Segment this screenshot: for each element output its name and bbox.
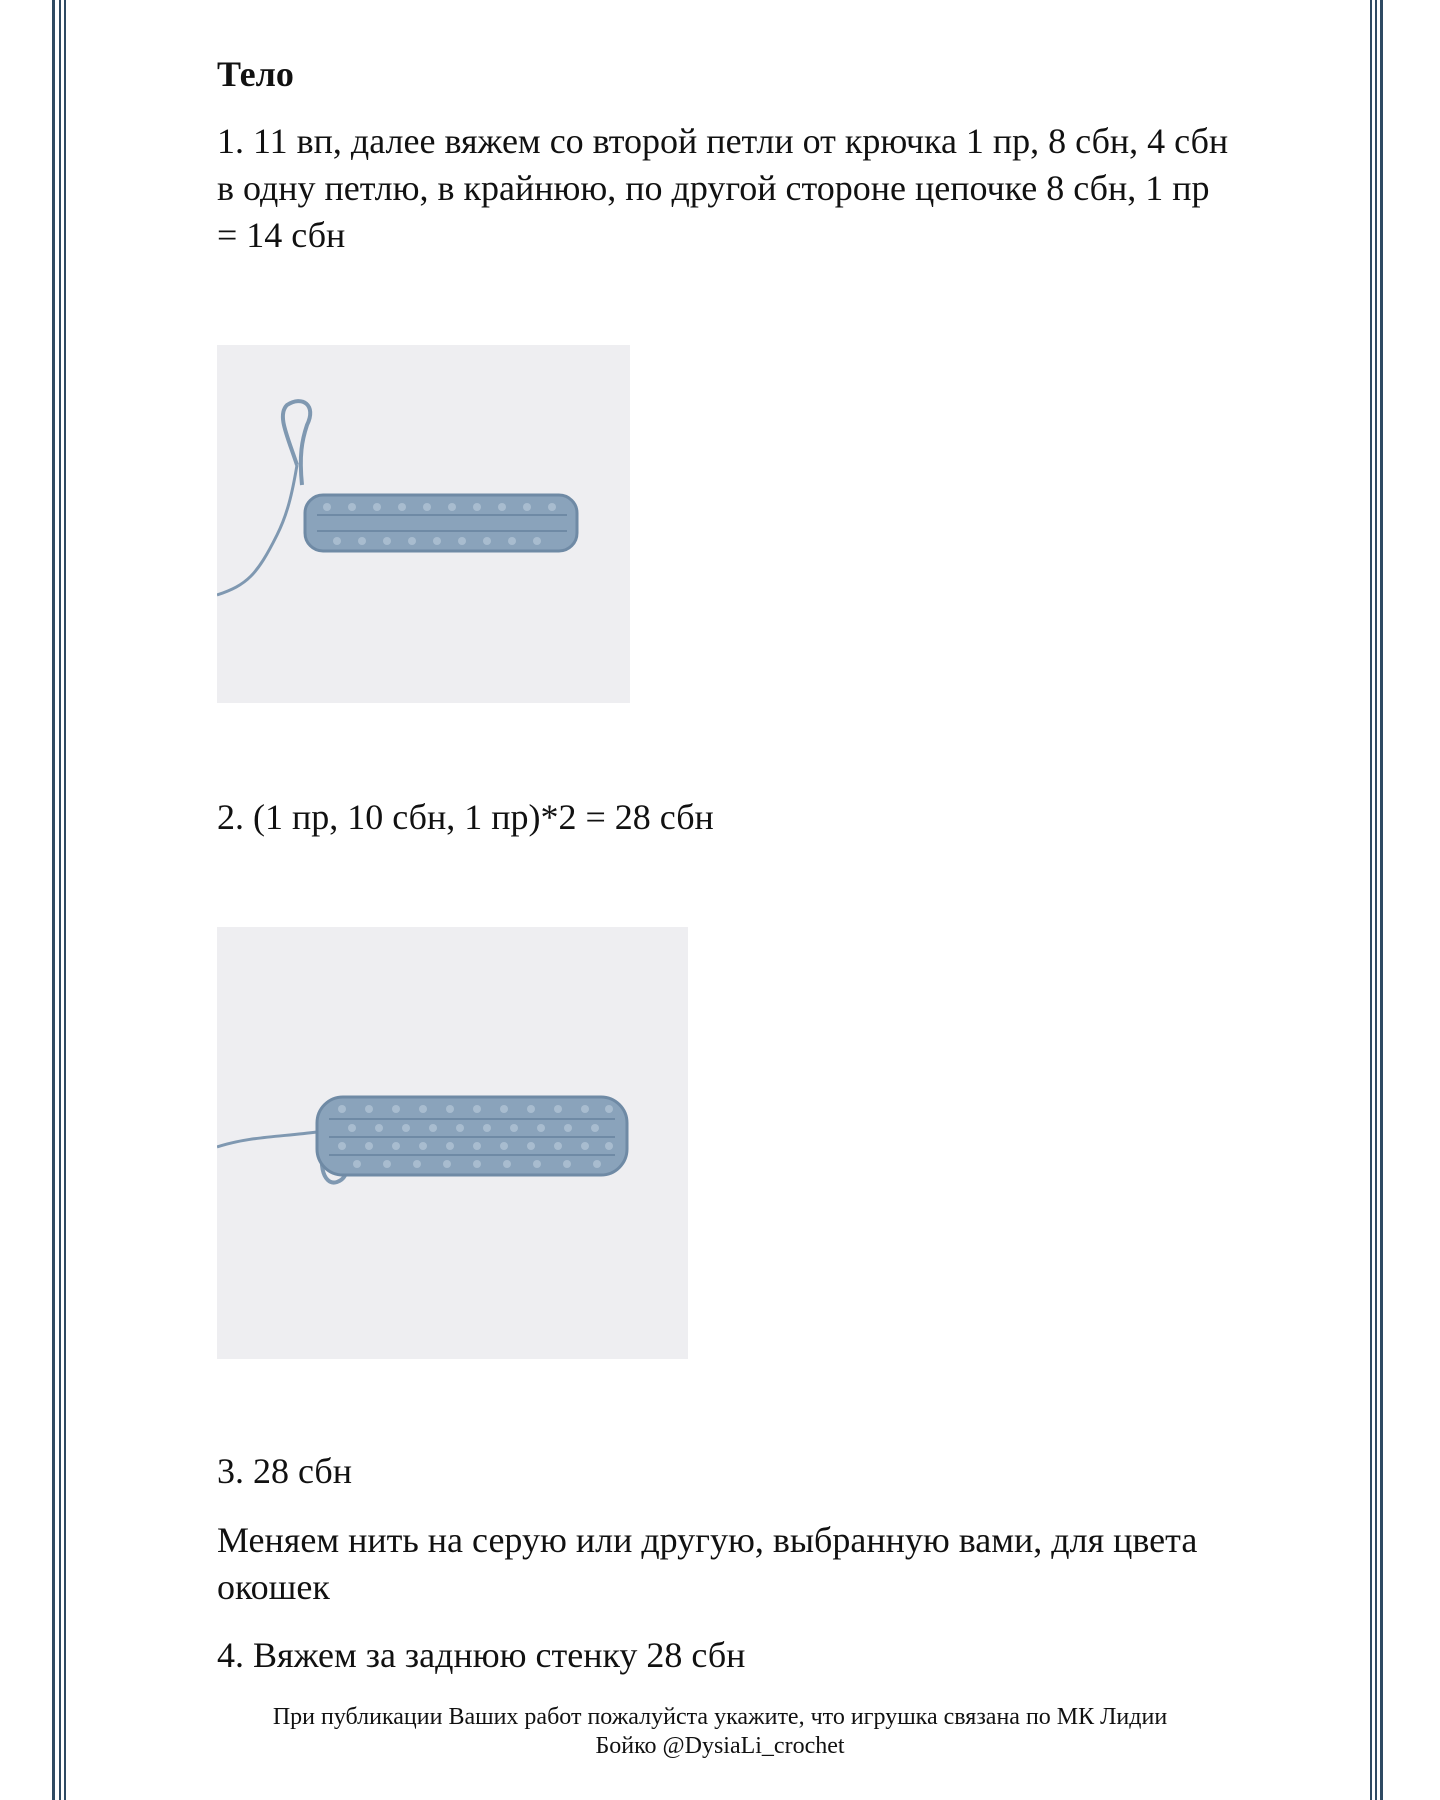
- step-2-text: 2. (1 пр, 10 сбн, 1 пр)*2 = 28 сбн: [217, 797, 714, 837]
- decorative-border-right: [1370, 0, 1386, 1800]
- decorative-border-left: [52, 0, 68, 1800]
- step-2-photo: [217, 927, 688, 1359]
- step-1-photo: [217, 345, 630, 703]
- section-title: Тело: [217, 54, 294, 94]
- step-4-text: 4. Вяжем за заднюю стенку 28 сбн: [217, 1635, 746, 1675]
- footer-line-1: При публикации Ваших работ пожалуйста укажите, что игрушка связана по МК Лидии: [272, 1704, 1168, 1730]
- color-change-note: Меняем нить на серую или другую, выбранную вами, для цвета окошек: [217, 1520, 1198, 1607]
- footer-credit: [150, 1703, 1290, 1761]
- footer-line-2: Бойко @DysiaLi_crochet: [595, 1733, 845, 1759]
- step-3-text: 3. 28 сбн: [217, 1451, 352, 1491]
- step-1-text: 1. 11 вп, далее вяжем со второй петли от крючка 1 пр, 8 сбн, 4 сбн в одну петлю, в крайнюю, по другой стороне цепочке 8 сбн, 1 пр = 14 сбн: [217, 121, 1229, 255]
